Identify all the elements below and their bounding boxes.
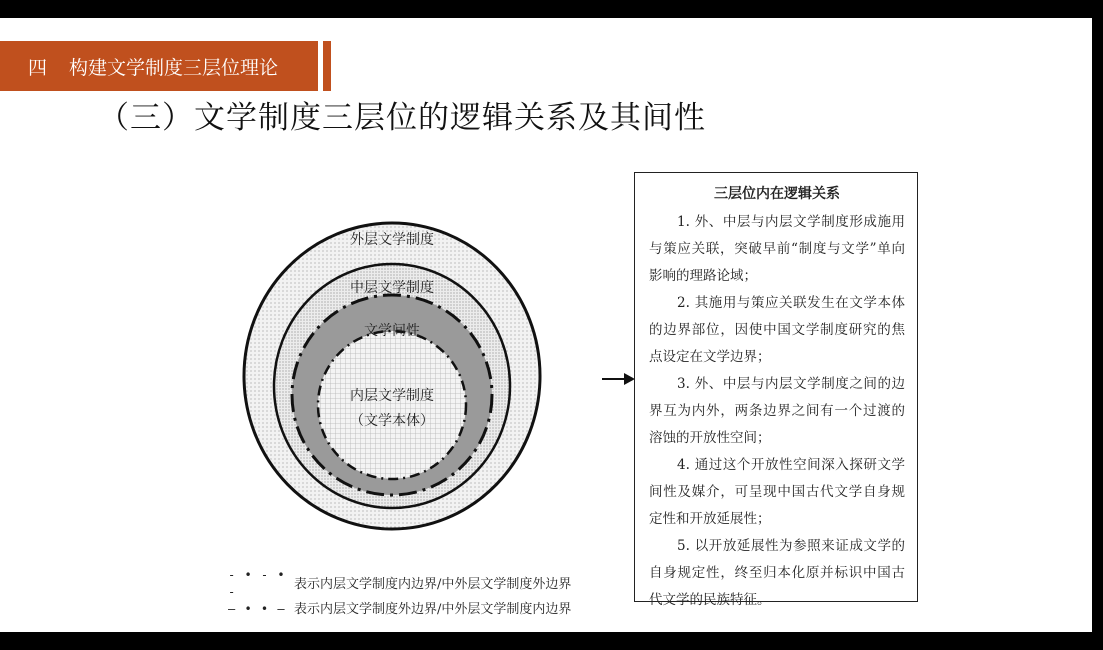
logic-item: 3. 外、中层与内层文学制度之间的边界互为内外，两条边界之间有一个过渡的溶蚀的开放性空间； bbox=[649, 376, 905, 446]
slide bbox=[0, 18, 1092, 632]
legend-row bbox=[228, 567, 571, 601]
legend-symbol: — • • — bbox=[228, 602, 286, 616]
legend-row bbox=[228, 601, 571, 618]
logic-item: 2. 其施用与策应关联发生在文学本体的边界部位，因使中国文学制度研究的焦点设定在文学边界； bbox=[649, 295, 905, 365]
legend-symbol: - • - • - bbox=[228, 568, 286, 599]
inner-layer-sublabel: （文学本体） bbox=[350, 413, 434, 429]
arrow-right-icon bbox=[602, 371, 636, 387]
concentric-layer-diagram bbox=[210, 178, 610, 548]
logic-item: 4. 通过这个开放性空间深入探研文学间性及媒介，可呈现中国古代文学自身规定性和开放延展性； bbox=[649, 457, 905, 527]
inner-layer-label: 内层文学制度 bbox=[350, 388, 434, 404]
slide-subtitle: （三）文学制度三层位的逻辑关系及其间性 bbox=[98, 100, 706, 136]
logic-item: 5. 以开放延展性为参照来证成文学的自身规定性，终至归本化原并标识中国古代文学的民族特征。 bbox=[649, 538, 905, 608]
section-title: 构建文学制度三层位理论 bbox=[69, 56, 279, 79]
legend-text: 表示内层文学制度外边界/中外层文学制度内边界 bbox=[294, 602, 572, 617]
intertext-label: 文学间性 bbox=[364, 323, 420, 339]
logic-relation-box bbox=[634, 172, 918, 608]
section-accent-bar bbox=[323, 41, 331, 91]
section-number: 四 bbox=[28, 56, 48, 79]
middle-layer-label: 中层文学制度 bbox=[350, 280, 434, 296]
outer-layer-label: 外层文学制度 bbox=[350, 232, 434, 248]
logic-box-title: 三层位内在逻辑关系 bbox=[714, 186, 840, 202]
logic-item: 1. 外、中层与内层文学制度形成施用与策应关联，突破早前“制度与文学”单向影响的理路论域； bbox=[649, 214, 905, 284]
inner-layer-circle bbox=[318, 331, 466, 479]
legend-text: 表示内层文学制度内边界/中外层文学制度外边界 bbox=[294, 576, 572, 592]
diagram-legend bbox=[228, 567, 571, 618]
section-header-bar bbox=[0, 41, 318, 91]
